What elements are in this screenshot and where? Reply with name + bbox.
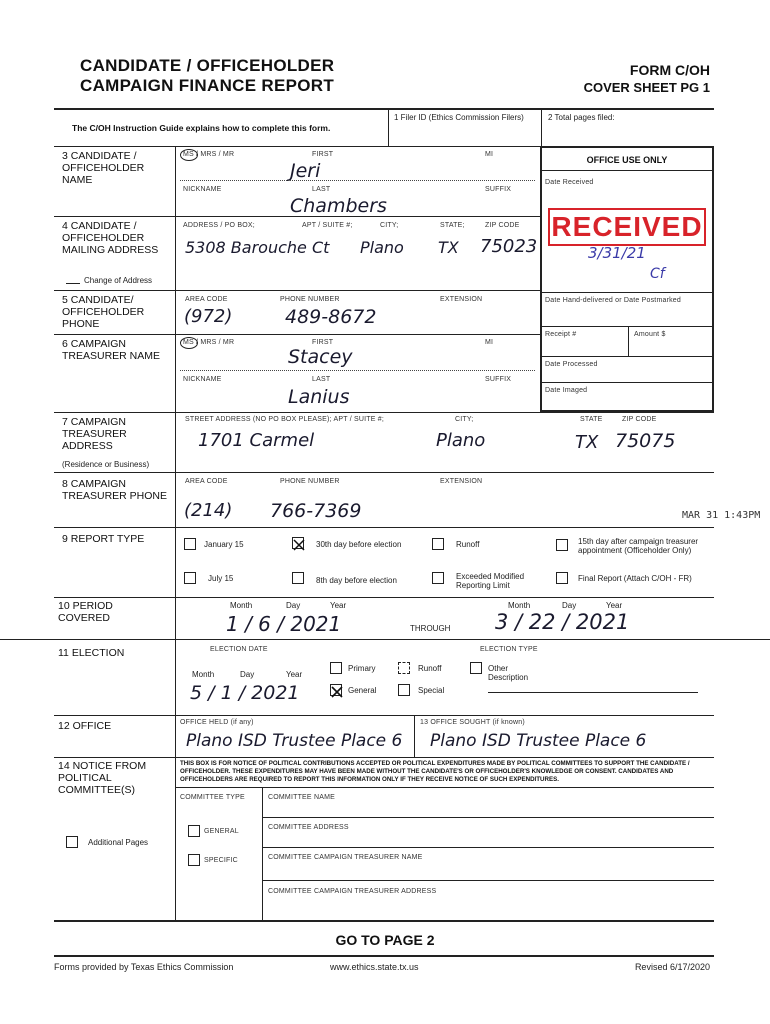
period-from-date[interactable]: 1 / 6 / 2021	[226, 612, 342, 636]
runoff-checkbox[interactable]	[398, 662, 410, 674]
sec7-sub: (Residence or Business)	[62, 460, 150, 469]
section-3-label: 3 CANDIDATE / OFFICEHOLDER NAME	[62, 150, 145, 186]
sec6-last-label: LAST	[312, 376, 331, 383]
office-held-value[interactable]: Plano ISD Trustee Place 6	[186, 731, 403, 751]
instruction-note: The C/OH Instruction Guide explains how to complete this form.	[72, 123, 331, 133]
sec7-city-label: CITY;	[455, 416, 474, 423]
sec6-first-label: FIRST	[312, 339, 334, 346]
to-month-label: Month	[508, 601, 531, 610]
sec3-suffix-label: SUFFIX	[485, 186, 512, 193]
receipt-label: Receipt #	[545, 331, 577, 338]
report-july-checkbox[interactable]	[184, 572, 196, 584]
election-year-label: Year	[286, 670, 303, 679]
committee-treasurer-address-label: COMMITTEE CAMPAIGN TREASURER ADDRESS	[268, 888, 437, 895]
primary-label: Primary	[348, 664, 376, 673]
section-9-label: 9 REPORT TYPE	[62, 533, 145, 545]
additional-pages-checkbox[interactable]	[66, 836, 78, 848]
to-day-label: Day	[562, 601, 577, 610]
candidate-phone[interactable]: 489-8672	[285, 306, 377, 328]
committee-treasurer-name-label: COMMITTEE CAMPAIGN TREASURER NAME	[268, 854, 423, 861]
special-checkbox[interactable]	[398, 684, 410, 696]
election-month-label: Month	[192, 670, 215, 679]
candidate-city[interactable]: Plano	[360, 238, 404, 257]
special-label: Special	[418, 686, 445, 695]
election-type-label: ELECTION TYPE	[480, 646, 538, 653]
sec7-state-label: STATE	[580, 416, 603, 423]
treasurer-city[interactable]: Plano	[436, 430, 486, 451]
candidate-first-name[interactable]: Jeri	[290, 160, 321, 182]
section-7-label: 7 CAMPAIGN TREASURER ADDRESS	[62, 416, 127, 452]
general-checkbox[interactable]	[330, 684, 342, 696]
committee-specific-checkbox[interactable]	[188, 854, 200, 866]
section-12-label: 12 OFFICE	[58, 720, 112, 732]
report-final-checkbox[interactable]	[556, 572, 568, 584]
report-opt-8th: 8th day before election	[316, 576, 397, 585]
general-label: General	[348, 686, 377, 695]
sec3-last-label: LAST	[312, 186, 331, 193]
section-11-label: 11 ELECTION	[58, 647, 125, 659]
amount-label: Amount $	[634, 331, 666, 338]
notice-text: THIS BOX IS FOR NOTICE OF POLITICAL CONTRIBUTIONS ACCEPTED OR POLITICAL EXPENDITURES MADE BY POLITICAL COMMITTEES TO SUPPORT THE CANDIDATE / OFFICEHOLDER. THESE EXPENDITURES MAY HAVE BEEN MADE WITHOUT THE CANDIDATE'S OR OFFICEHOLDER'S KNOWLEDGE OR CONSENT. CANDIDATES AND OFFICEHOLDERS ARE REQUIRED TO REPORT THIS INFORMATION ONLY IF THEY RECEIVE NOTICE OF SUCH EXPENDITURES.	[180, 760, 690, 783]
committee-name-label: COMMITTEE NAME	[268, 794, 335, 801]
report-15th-checkbox[interactable]	[556, 539, 568, 551]
filer-id-label: 1 Filer ID (Ethics Commission Filers)	[394, 113, 524, 122]
report-opt-15th: 15th day after campaign treasurer appointment (Officeholder Only)	[578, 537, 699, 555]
total-pages-label: 2 Total pages filed:	[548, 113, 615, 122]
candidate-zip[interactable]: 75023	[480, 236, 538, 257]
sec5-ext-label: EXTENSION	[440, 296, 483, 303]
footer-provided-by: Forms provided by Texas Ethics Commission	[54, 962, 234, 972]
sec3-mi-label: MI	[485, 151, 494, 158]
from-year-label: Year	[330, 601, 347, 610]
sec8-area-label: AREA CODE	[185, 478, 228, 485]
candidate-last-name[interactable]: Chambers	[290, 195, 387, 217]
office-sought-value[interactable]: Plano ISD Trustee Place 6	[430, 731, 647, 751]
sec4-apt-label: APT / SUITE #;	[302, 222, 353, 229]
treasurer-street[interactable]: 1701 Carmel	[198, 430, 315, 451]
form-code: FORM C/OH	[629, 62, 710, 78]
report-opt-exceeded: Exceeded Modified Reporting Limit	[456, 572, 525, 590]
report-opt-january: January 15	[204, 540, 244, 549]
office-use-title: OFFICE USE ONLY	[586, 155, 668, 165]
from-day-label: Day	[286, 601, 301, 610]
sec6-salutation: MS / MRS / MR	[183, 339, 235, 346]
sec7-zip-label: ZIP CODE	[622, 416, 657, 423]
office-held-label: OFFICE HELD (if any)	[180, 719, 254, 726]
committee-general-label: GENERAL	[204, 828, 239, 835]
date-hand-label: Date Hand-delivered or Date Postmarked	[545, 297, 681, 304]
to-year-label: Year	[606, 601, 623, 610]
treasurer-area-code[interactable]: (214)	[184, 500, 233, 521]
runoff-label: Runoff	[418, 664, 442, 673]
candidate-address[interactable]: 5308 Barouche Ct	[185, 238, 330, 257]
committee-type-label: COMMITTEE TYPE	[180, 794, 245, 801]
section-10-label: 10 PERIOD COVERED	[58, 600, 113, 624]
go-to-page-2: GO TO PAGE 2	[335, 932, 435, 948]
form-page-label: COVER SHEET PG 1	[583, 80, 710, 95]
sec4-address-label: ADDRESS / PO BOX;	[183, 222, 255, 229]
sec6-mi-label: MI	[485, 339, 494, 346]
candidate-state[interactable]: TX	[438, 238, 459, 257]
election-day-label: Day	[240, 670, 255, 679]
report-8th-checkbox[interactable]	[292, 572, 304, 584]
section-14-label: 14 NOTICE FROM POLITICAL COMMITTEE(S)	[58, 760, 147, 796]
section-8-label: 8 CAMPAIGN TREASURER PHONE	[62, 478, 168, 502]
other-checkbox[interactable]	[470, 662, 482, 674]
sec3-nickname-label: NICKNAME	[183, 186, 222, 193]
section-6-label: 6 CAMPAIGN TREASURER NAME	[62, 338, 161, 362]
change-of-address-label: Change of Address	[84, 276, 153, 285]
sec3-first-label: FIRST	[312, 151, 334, 158]
report-january-checkbox[interactable]	[184, 538, 196, 550]
sec4-zip-label: ZIP CODE	[485, 222, 520, 229]
date-processed-label: Date Processed	[545, 361, 598, 368]
through-label: THROUGH	[410, 624, 451, 633]
sec4-state-label: STATE;	[440, 222, 465, 229]
report-runoff-checkbox[interactable]	[432, 538, 444, 550]
date-imaged-label: Date Imaged	[545, 387, 588, 394]
candidate-area-code[interactable]: (972)	[184, 306, 233, 327]
check-x-icon	[293, 539, 305, 551]
committee-address-label: COMMITTEE ADDRESS	[268, 824, 349, 831]
additional-pages-label: Additional Pages	[88, 838, 149, 847]
other-label: Other Description	[488, 664, 529, 682]
period-to-date[interactable]: 3 / 22 / 2021	[495, 610, 630, 634]
received-stamp: RECEIVED	[548, 208, 706, 246]
time-stamp: MAR 31 1:43PM	[682, 510, 761, 521]
report-30th-checkbox[interactable]	[292, 537, 304, 549]
section-4-label: 4 CANDIDATE / OFFICEHOLDER MAILING ADDRESS	[62, 220, 159, 256]
election-date-label: ELECTION DATE	[210, 646, 268, 653]
sec7-street-label: STREET ADDRESS (NO PO BOX PLEASE); APT / SUITE #;	[185, 416, 384, 423]
report-opt-final: Final Report (Attach C/OH - FR)	[578, 574, 692, 583]
sec3-salutation: MS / MRS / MR	[183, 151, 235, 158]
sec5-area-label: AREA CODE	[185, 296, 228, 303]
stamp-date: 3/31/21	[588, 244, 646, 262]
footer-revised: Revised 6/17/2020	[634, 962, 710, 972]
date-received-label: Date Received	[545, 179, 594, 186]
treasurer-zip[interactable]: 75075	[615, 430, 676, 452]
check-x-icon	[331, 686, 343, 698]
report-opt-30th: 30th day before election	[316, 540, 402, 549]
primary-checkbox[interactable]	[330, 662, 342, 674]
treasurer-phone[interactable]: 766-7369	[270, 500, 362, 522]
stamp-initials: Cf	[650, 266, 665, 282]
committee-general-checkbox[interactable]	[188, 825, 200, 837]
committee-specific-label: SPECIFIC	[204, 857, 238, 864]
from-month-label: Month	[230, 601, 253, 610]
section-5-label: 5 CANDIDATE/ OFFICEHOLDER PHONE	[62, 294, 145, 330]
election-date-value[interactable]: 5 / 1 / 2021	[190, 682, 300, 704]
report-opt-runoff: Runoff	[456, 540, 480, 549]
form-title-line1: CANDIDATE / OFFICEHOLDER	[80, 56, 335, 75]
sec8-ext-label: EXTENSION	[440, 478, 483, 485]
sec6-suffix-label: SUFFIX	[485, 376, 512, 383]
form-title-line2: CAMPAIGN FINANCE REPORT	[80, 76, 335, 95]
report-exceeded-checkbox[interactable]	[432, 572, 444, 584]
sec4-city-label: CITY;	[380, 222, 399, 229]
footer-url[interactable]: www.ethics.state.tx.us	[330, 962, 419, 972]
treasurer-last-name[interactable]: Lanius	[288, 386, 350, 408]
office-sought-label: 13 OFFICE SOUGHT (if known)	[420, 719, 525, 726]
treasurer-first-name[interactable]: Stacey	[288, 346, 353, 368]
sec5-phone-label: PHONE NUMBER	[280, 296, 340, 303]
sec6-nickname-label: NICKNAME	[183, 376, 222, 383]
sec8-phone-label: PHONE NUMBER	[280, 478, 340, 485]
report-opt-july: July 15	[208, 574, 234, 583]
treasurer-state[interactable]: TX	[575, 432, 599, 453]
